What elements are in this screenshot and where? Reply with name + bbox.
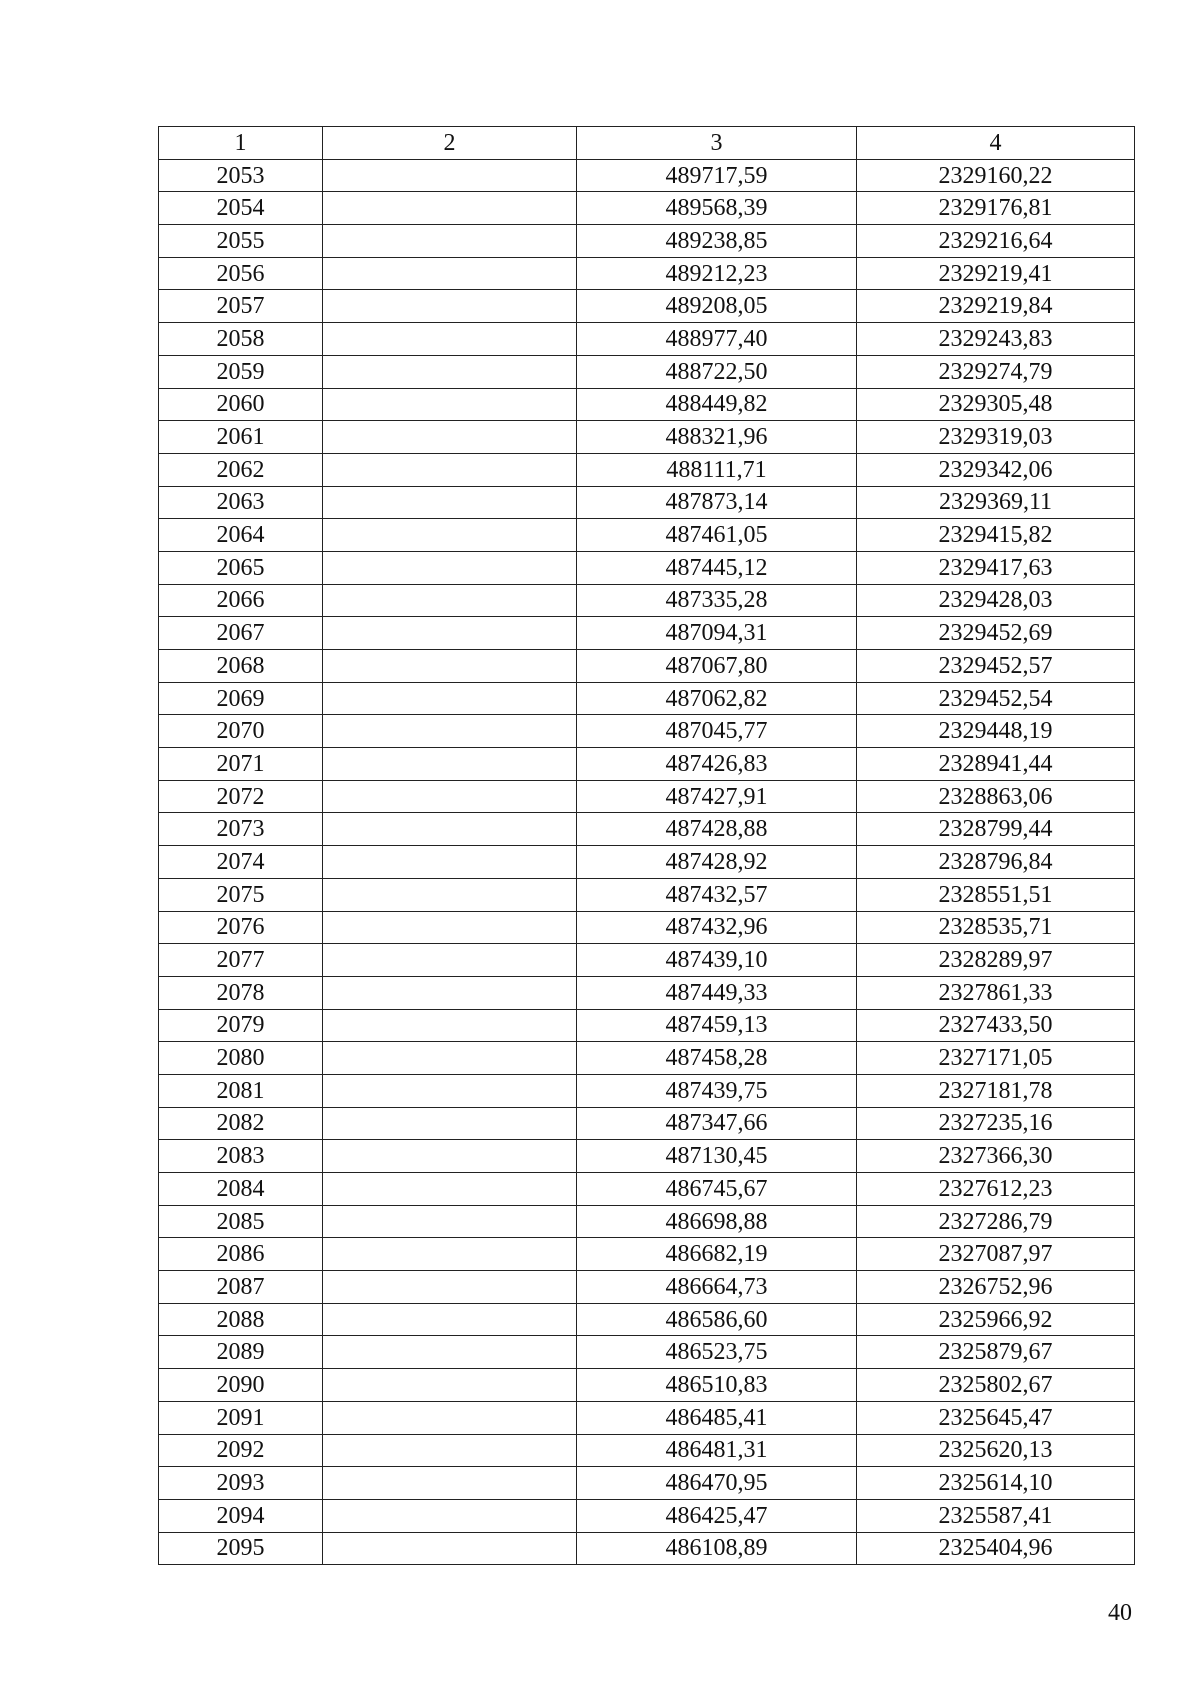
- blank-cell: [323, 715, 577, 748]
- x-coordinate-cell: 487045,77: [577, 715, 857, 748]
- table-row: [159, 748, 1135, 781]
- x-coordinate-cell: 486470,95: [577, 1467, 857, 1500]
- y-coordinate-cell: 2327171,05: [857, 1042, 1135, 1075]
- y-coordinate-cell: 2325587,41: [857, 1499, 1135, 1532]
- table-row: [159, 1271, 1135, 1304]
- blank-cell: [323, 159, 577, 192]
- blank-cell: [323, 192, 577, 225]
- x-coordinate-cell: 488449,82: [577, 388, 857, 421]
- point-number-cell: 2077: [159, 944, 323, 977]
- y-coordinate-cell: 2329319,03: [857, 421, 1135, 454]
- table-row: [159, 1303, 1135, 1336]
- blank-cell: [323, 388, 577, 421]
- point-number-cell: 2062: [159, 453, 323, 486]
- point-number-cell: 2088: [159, 1303, 323, 1336]
- y-coordinate-cell: 2329219,41: [857, 257, 1135, 290]
- x-coordinate-cell: 488321,96: [577, 421, 857, 454]
- table-row: [159, 650, 1135, 683]
- point-number-cell: 2065: [159, 551, 323, 584]
- point-number-cell: 2055: [159, 225, 323, 258]
- blank-cell: [323, 584, 577, 617]
- blank-cell: [323, 1401, 577, 1434]
- column-header-2: 2: [323, 127, 577, 160]
- point-number-cell: 2075: [159, 878, 323, 911]
- table-body: [159, 159, 1135, 1565]
- blank-cell: [323, 1009, 577, 1042]
- x-coordinate-cell: 487439,75: [577, 1074, 857, 1107]
- x-coordinate-cell: 487067,80: [577, 650, 857, 683]
- blank-cell: [323, 1205, 577, 1238]
- y-coordinate-cell: 2329369,11: [857, 486, 1135, 519]
- table-row: [159, 944, 1135, 977]
- blank-cell: [323, 1107, 577, 1140]
- blank-cell: [323, 1173, 577, 1206]
- x-coordinate-cell: 489238,85: [577, 225, 857, 258]
- y-coordinate-cell: 2327366,30: [857, 1140, 1135, 1173]
- table-row: [159, 1532, 1135, 1565]
- table-row: [159, 1336, 1135, 1369]
- coordinates-table: [158, 126, 1135, 1565]
- table-row: [159, 355, 1135, 388]
- y-coordinate-cell: 2329415,82: [857, 519, 1135, 552]
- table-row: [159, 192, 1135, 225]
- table-row: [159, 159, 1135, 192]
- blank-cell: [323, 1140, 577, 1173]
- point-number-cell: 2054: [159, 192, 323, 225]
- x-coordinate-cell: 487427,91: [577, 780, 857, 813]
- y-coordinate-cell: 2327861,33: [857, 976, 1135, 1009]
- point-number-cell: 2063: [159, 486, 323, 519]
- y-coordinate-cell: 2327181,78: [857, 1074, 1135, 1107]
- blank-cell: [323, 1238, 577, 1271]
- y-coordinate-cell: 2329417,63: [857, 551, 1135, 584]
- point-number-cell: 2082: [159, 1107, 323, 1140]
- x-coordinate-cell: 486745,67: [577, 1173, 857, 1206]
- x-coordinate-cell: 488722,50: [577, 355, 857, 388]
- table-row: [159, 323, 1135, 356]
- x-coordinate-cell: 487873,14: [577, 486, 857, 519]
- y-coordinate-cell: 2328796,84: [857, 846, 1135, 879]
- table-row: [159, 976, 1135, 1009]
- blank-cell: [323, 780, 577, 813]
- blank-cell: [323, 813, 577, 846]
- table-row: [159, 1173, 1135, 1206]
- table-row: [159, 486, 1135, 519]
- blank-cell: [323, 878, 577, 911]
- blank-cell: [323, 290, 577, 323]
- blank-cell: [323, 1532, 577, 1565]
- x-coordinate-cell: 486108,89: [577, 1532, 857, 1565]
- y-coordinate-cell: 2328289,97: [857, 944, 1135, 977]
- x-coordinate-cell: 487426,83: [577, 748, 857, 781]
- y-coordinate-cell: 2329452,69: [857, 617, 1135, 650]
- point-number-cell: 2061: [159, 421, 323, 454]
- table-row: [159, 1205, 1135, 1238]
- table-row: [159, 1107, 1135, 1140]
- x-coordinate-cell: 488111,71: [577, 453, 857, 486]
- blank-cell: [323, 1303, 577, 1336]
- point-number-cell: 2083: [159, 1140, 323, 1173]
- table-row: [159, 1467, 1135, 1500]
- y-coordinate-cell: 2327612,23: [857, 1173, 1135, 1206]
- table-row: [159, 878, 1135, 911]
- table-row: [159, 584, 1135, 617]
- point-number-cell: 2079: [159, 1009, 323, 1042]
- y-coordinate-cell: 2326752,96: [857, 1271, 1135, 1304]
- y-coordinate-cell: 2325802,67: [857, 1369, 1135, 1402]
- table-row: [159, 1401, 1135, 1434]
- point-number-cell: 2057: [159, 290, 323, 323]
- table-row: [159, 421, 1135, 454]
- point-number-cell: 2095: [159, 1532, 323, 1565]
- blank-cell: [323, 1434, 577, 1467]
- x-coordinate-cell: 487432,57: [577, 878, 857, 911]
- y-coordinate-cell: 2328551,51: [857, 878, 1135, 911]
- x-coordinate-cell: 489212,23: [577, 257, 857, 290]
- blank-cell: [323, 944, 577, 977]
- x-coordinate-cell: 487459,13: [577, 1009, 857, 1042]
- table-row: [159, 453, 1135, 486]
- point-number-cell: 2087: [159, 1271, 323, 1304]
- table-row: [159, 1009, 1135, 1042]
- table-row: [159, 225, 1135, 258]
- table-row: [159, 1074, 1135, 1107]
- y-coordinate-cell: 2327235,16: [857, 1107, 1135, 1140]
- x-coordinate-cell: 487094,31: [577, 617, 857, 650]
- x-coordinate-cell: 489208,05: [577, 290, 857, 323]
- blank-cell: [323, 617, 577, 650]
- blank-cell: [323, 257, 577, 290]
- point-number-cell: 2091: [159, 1401, 323, 1434]
- table-row: [159, 682, 1135, 715]
- blank-cell: [323, 421, 577, 454]
- point-number-cell: 2089: [159, 1336, 323, 1369]
- point-number-cell: 2066: [159, 584, 323, 617]
- x-coordinate-cell: 486523,75: [577, 1336, 857, 1369]
- blank-cell: [323, 1042, 577, 1075]
- point-number-cell: 2058: [159, 323, 323, 356]
- blank-cell: [323, 1336, 577, 1369]
- blank-cell: [323, 1467, 577, 1500]
- blank-cell: [323, 519, 577, 552]
- page-number: 40: [1108, 1600, 1132, 1626]
- x-coordinate-cell: 487347,66: [577, 1107, 857, 1140]
- blank-cell: [323, 225, 577, 258]
- table-row: [159, 1499, 1135, 1532]
- y-coordinate-cell: 2325645,47: [857, 1401, 1135, 1434]
- column-header-1: 1: [159, 127, 323, 160]
- x-coordinate-cell: 487449,33: [577, 976, 857, 1009]
- point-number-cell: 2068: [159, 650, 323, 683]
- point-number-cell: 2073: [159, 813, 323, 846]
- y-coordinate-cell: 2327087,97: [857, 1238, 1135, 1271]
- table-row: [159, 1434, 1135, 1467]
- point-number-cell: 2092: [159, 1434, 323, 1467]
- y-coordinate-cell: 2329342,06: [857, 453, 1135, 486]
- table-row: [159, 1369, 1135, 1402]
- x-coordinate-cell: 487439,10: [577, 944, 857, 977]
- point-number-cell: 2080: [159, 1042, 323, 1075]
- blank-cell: [323, 551, 577, 584]
- y-coordinate-cell: 2328863,06: [857, 780, 1135, 813]
- table-row: [159, 1238, 1135, 1271]
- y-coordinate-cell: 2328799,44: [857, 813, 1135, 846]
- y-coordinate-cell: 2325614,10: [857, 1467, 1135, 1500]
- point-number-cell: 2086: [159, 1238, 323, 1271]
- y-coordinate-cell: 2325879,67: [857, 1336, 1135, 1369]
- x-coordinate-cell: 486510,83: [577, 1369, 857, 1402]
- x-coordinate-cell: 486485,41: [577, 1401, 857, 1434]
- point-number-cell: 2056: [159, 257, 323, 290]
- x-coordinate-cell: 489568,39: [577, 192, 857, 225]
- blank-cell: [323, 976, 577, 1009]
- point-number-cell: 2081: [159, 1074, 323, 1107]
- blank-cell: [323, 1271, 577, 1304]
- table-row: [159, 715, 1135, 748]
- table-row: [159, 911, 1135, 944]
- blank-cell: [323, 682, 577, 715]
- y-coordinate-cell: 2325966,92: [857, 1303, 1135, 1336]
- x-coordinate-cell: 487335,28: [577, 584, 857, 617]
- point-number-cell: 2072: [159, 780, 323, 813]
- blank-cell: [323, 323, 577, 356]
- y-coordinate-cell: 2329219,84: [857, 290, 1135, 323]
- x-coordinate-cell: 487130,45: [577, 1140, 857, 1173]
- point-number-cell: 2090: [159, 1369, 323, 1402]
- point-number-cell: 2093: [159, 1467, 323, 1500]
- table-row: [159, 1140, 1135, 1173]
- x-coordinate-cell: 486586,60: [577, 1303, 857, 1336]
- x-coordinate-cell: 487428,92: [577, 846, 857, 879]
- y-coordinate-cell: 2325404,96: [857, 1532, 1135, 1565]
- y-coordinate-cell: 2329216,64: [857, 225, 1135, 258]
- x-coordinate-cell: 489717,59: [577, 159, 857, 192]
- x-coordinate-cell: 488977,40: [577, 323, 857, 356]
- table-row: [159, 551, 1135, 584]
- table-row: [159, 290, 1135, 323]
- point-number-cell: 2060: [159, 388, 323, 421]
- table-row: [159, 617, 1135, 650]
- point-number-cell: 2069: [159, 682, 323, 715]
- column-header-4: 4: [857, 127, 1135, 160]
- table-row: [159, 519, 1135, 552]
- y-coordinate-cell: 2329428,03: [857, 584, 1135, 617]
- y-coordinate-cell: 2329305,48: [857, 388, 1135, 421]
- x-coordinate-cell: 487432,96: [577, 911, 857, 944]
- point-number-cell: 2084: [159, 1173, 323, 1206]
- blank-cell: [323, 748, 577, 781]
- blank-cell: [323, 650, 577, 683]
- y-coordinate-cell: 2329452,54: [857, 682, 1135, 715]
- column-header-3: 3: [577, 127, 857, 160]
- y-coordinate-cell: 2329448,19: [857, 715, 1135, 748]
- x-coordinate-cell: 487062,82: [577, 682, 857, 715]
- y-coordinate-cell: 2329176,81: [857, 192, 1135, 225]
- blank-cell: [323, 1074, 577, 1107]
- y-coordinate-cell: 2329243,83: [857, 323, 1135, 356]
- point-number-cell: 2094: [159, 1499, 323, 1532]
- point-number-cell: 2059: [159, 355, 323, 388]
- point-number-cell: 2071: [159, 748, 323, 781]
- blank-cell: [323, 846, 577, 879]
- y-coordinate-cell: 2329452,57: [857, 650, 1135, 683]
- table-row: [159, 813, 1135, 846]
- table-row: [159, 388, 1135, 421]
- point-number-cell: 2074: [159, 846, 323, 879]
- blank-cell: [323, 486, 577, 519]
- x-coordinate-cell: 486698,88: [577, 1205, 857, 1238]
- blank-cell: [323, 355, 577, 388]
- x-coordinate-cell: 487428,88: [577, 813, 857, 846]
- y-coordinate-cell: 2327286,79: [857, 1205, 1135, 1238]
- x-coordinate-cell: 486682,19: [577, 1238, 857, 1271]
- point-number-cell: 2076: [159, 911, 323, 944]
- point-number-cell: 2078: [159, 976, 323, 1009]
- table-row: [159, 257, 1135, 290]
- blank-cell: [323, 911, 577, 944]
- x-coordinate-cell: 487458,28: [577, 1042, 857, 1075]
- y-coordinate-cell: 2328535,71: [857, 911, 1135, 944]
- table-row: [159, 1042, 1135, 1075]
- y-coordinate-cell: 2325620,13: [857, 1434, 1135, 1467]
- x-coordinate-cell: 486481,31: [577, 1434, 857, 1467]
- blank-cell: [323, 1499, 577, 1532]
- point-number-cell: 2064: [159, 519, 323, 552]
- table-header-row: [159, 127, 1135, 160]
- y-coordinate-cell: 2328941,44: [857, 748, 1135, 781]
- table-row: [159, 846, 1135, 879]
- x-coordinate-cell: 487461,05: [577, 519, 857, 552]
- point-number-cell: 2067: [159, 617, 323, 650]
- y-coordinate-cell: 2329274,79: [857, 355, 1135, 388]
- y-coordinate-cell: 2327433,50: [857, 1009, 1135, 1042]
- y-coordinate-cell: 2329160,22: [857, 159, 1135, 192]
- point-number-cell: 2053: [159, 159, 323, 192]
- x-coordinate-cell: 486664,73: [577, 1271, 857, 1304]
- blank-cell: [323, 453, 577, 486]
- x-coordinate-cell: 486425,47: [577, 1499, 857, 1532]
- point-number-cell: 2085: [159, 1205, 323, 1238]
- blank-cell: [323, 1369, 577, 1402]
- table-row: [159, 780, 1135, 813]
- point-number-cell: 2070: [159, 715, 323, 748]
- x-coordinate-cell: 487445,12: [577, 551, 857, 584]
